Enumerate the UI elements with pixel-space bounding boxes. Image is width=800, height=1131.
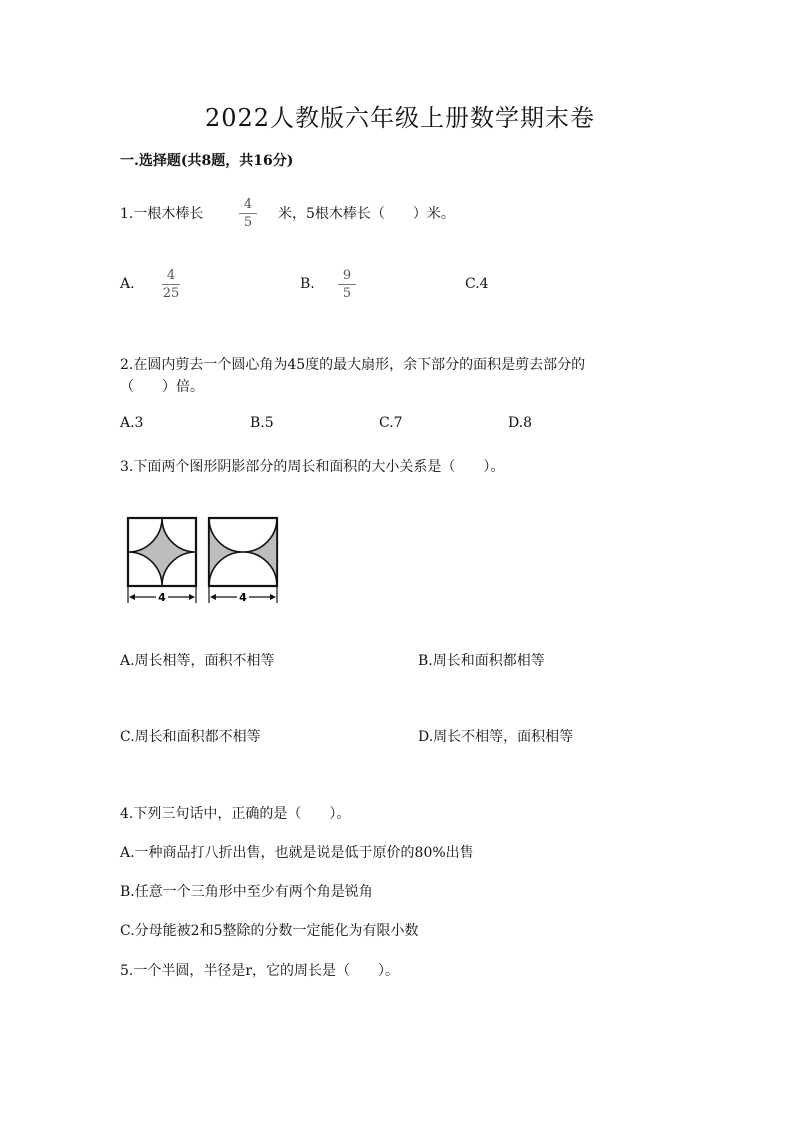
fraction-denominator: 5 xyxy=(342,286,352,301)
question-2-text-line2: （ ）倍。 xyxy=(120,379,204,395)
fraction-bar xyxy=(338,284,356,285)
question-5-text: 5.一个半圆，半径是r，它的周长是（ ）。 xyxy=(120,963,400,979)
question-4-option-a: A.一种商品打八折出售，也就是说是低于原价的80%出售 xyxy=(120,845,474,861)
question-1-option-b-label: B. xyxy=(300,276,315,292)
question-2-option-a: A.3 xyxy=(120,415,144,431)
question-2-text: 2.在圆内剪去一个圆心角为45度的最大扇形，余下部分的面积是剪去部分的 xyxy=(120,357,586,373)
figure-2-square xyxy=(209,518,277,604)
figure-1-square xyxy=(128,518,196,604)
fraction-denominator: 25 xyxy=(162,286,180,301)
question-3-text: 3.下面两个图形阴影部分的周长和面积的大小关系是（ ）。 xyxy=(120,459,505,475)
question-3-option-c: C.周长和面积都不相等 xyxy=(120,729,261,745)
fraction-denominator: 5 xyxy=(243,215,253,230)
figure-1-dimension-label: 4 xyxy=(158,591,166,604)
fraction-bar xyxy=(162,284,180,285)
question-4-text: 4.下列三句话中，正确的是（ ）。 xyxy=(120,806,351,822)
question-3-option-a: A.周长相等，面积不相等 xyxy=(120,653,275,669)
question-4-option-c: C.分母能被2和5整除的分数一定能化为有限小数 xyxy=(120,923,419,939)
question-1-option-b-fraction xyxy=(336,268,358,301)
question-2-option-d: D.8 xyxy=(508,415,533,431)
fraction-numerator: 4 xyxy=(243,197,253,212)
question-2-option-b: B.5 xyxy=(250,415,274,431)
question-1-fraction xyxy=(237,197,259,230)
question-4-option-b: B.任意一个三角形中至少有两个角是锐角 xyxy=(120,884,373,900)
question-1-option-a-fraction xyxy=(160,268,182,301)
question-1-option-c: C.4 xyxy=(465,276,489,292)
figure-2-dimension-label: 4 xyxy=(239,591,247,604)
question-3-figure xyxy=(122,515,284,605)
fraction-numerator: 4 xyxy=(166,268,176,283)
question-3-option-b: B.周长和面积都相等 xyxy=(418,653,545,669)
question-1-text: 1.一根木棒长 xyxy=(120,206,204,222)
question-1-option-a-label: A. xyxy=(120,276,135,292)
page-title: 2022人教版六年级上册数学期末卷 xyxy=(204,104,596,132)
fraction-numerator: 9 xyxy=(342,268,352,283)
fraction-bar xyxy=(239,213,257,214)
question-1-text-end: 米，5根木棒长（ ）米。 xyxy=(278,206,455,222)
section-heading: 一.选择题(共8题，共16分) xyxy=(120,153,294,169)
question-3-option-d: D.周长不相等，面积相等 xyxy=(418,729,574,745)
question-2-option-c: C.7 xyxy=(379,415,403,431)
